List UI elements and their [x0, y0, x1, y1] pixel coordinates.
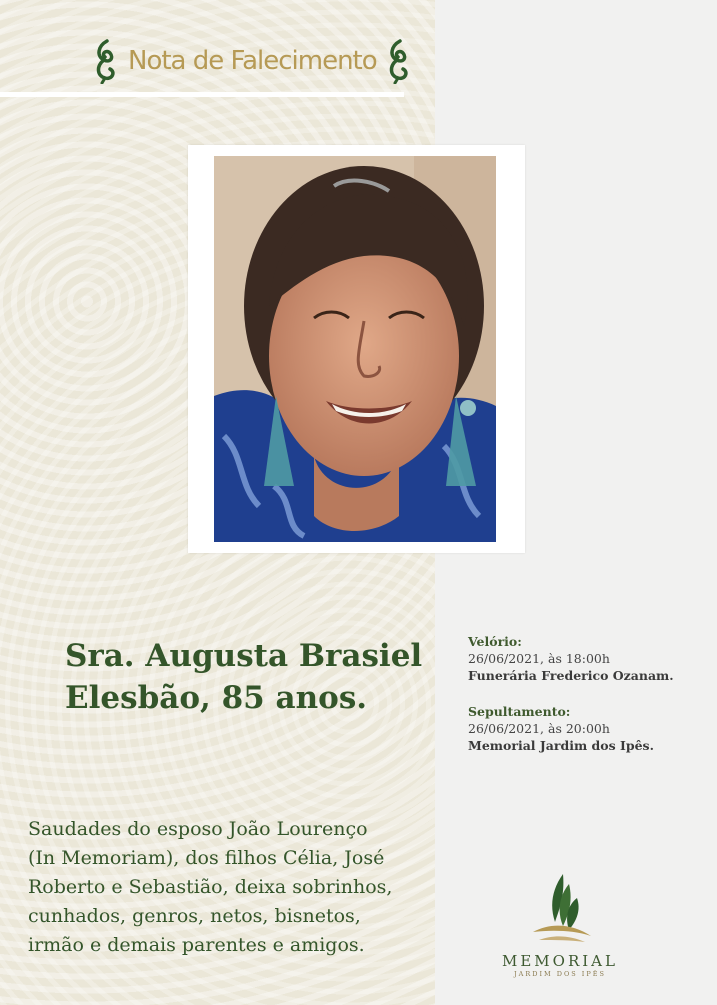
- deceased-name-line-1: Sra. Augusta Brasiel: [65, 638, 423, 674]
- leaf-ornament-icon: [92, 38, 120, 84]
- memorial-logo-subtitle: JARDIM DOS IPÊS: [514, 970, 606, 978]
- burial-place: Memorial Jardim dos Ipês.: [468, 738, 654, 753]
- memorial-logo-name: MEMORIAL: [502, 952, 618, 970]
- page-title: Nota de Falecimento: [128, 46, 377, 76]
- wake-label: Velório:: [468, 634, 522, 649]
- message-line: Saudades do esposo João Lourenço: [28, 818, 368, 840]
- header: [92, 36, 437, 86]
- message-line: Roberto e Sebastião, deixa sobrinhos,: [28, 876, 393, 898]
- condolence-message: [28, 815, 428, 960]
- wake-datetime: 26/06/2021, às 18:00h: [468, 651, 610, 666]
- memorial-logo: [497, 870, 623, 982]
- burial-info: [468, 703, 713, 754]
- message-line: irmão e demais parentes e amigos.: [28, 934, 365, 956]
- wake-place: Funerária Frederico Ozanam.: [468, 668, 674, 683]
- wake-info: [468, 633, 713, 684]
- memorial-leaf-logo-icon: [525, 870, 595, 946]
- portrait-frame: [188, 145, 525, 553]
- burial-label: Sepultamento:: [468, 704, 571, 719]
- header-divider: [0, 92, 404, 97]
- portrait-illustration: [214, 156, 496, 542]
- deceased-name: [65, 635, 435, 719]
- burial-datetime: 26/06/2021, às 20:00h: [468, 721, 610, 736]
- message-line: cunhados, genros, netos, bisnetos,: [28, 905, 361, 927]
- portrait-photo: [214, 156, 496, 542]
- message-line: (In Memoriam), dos filhos Célia, José: [28, 847, 385, 869]
- deceased-name-line-2: Elesbão, 85 anos.: [65, 680, 368, 716]
- leaf-ornament-icon: [385, 38, 413, 84]
